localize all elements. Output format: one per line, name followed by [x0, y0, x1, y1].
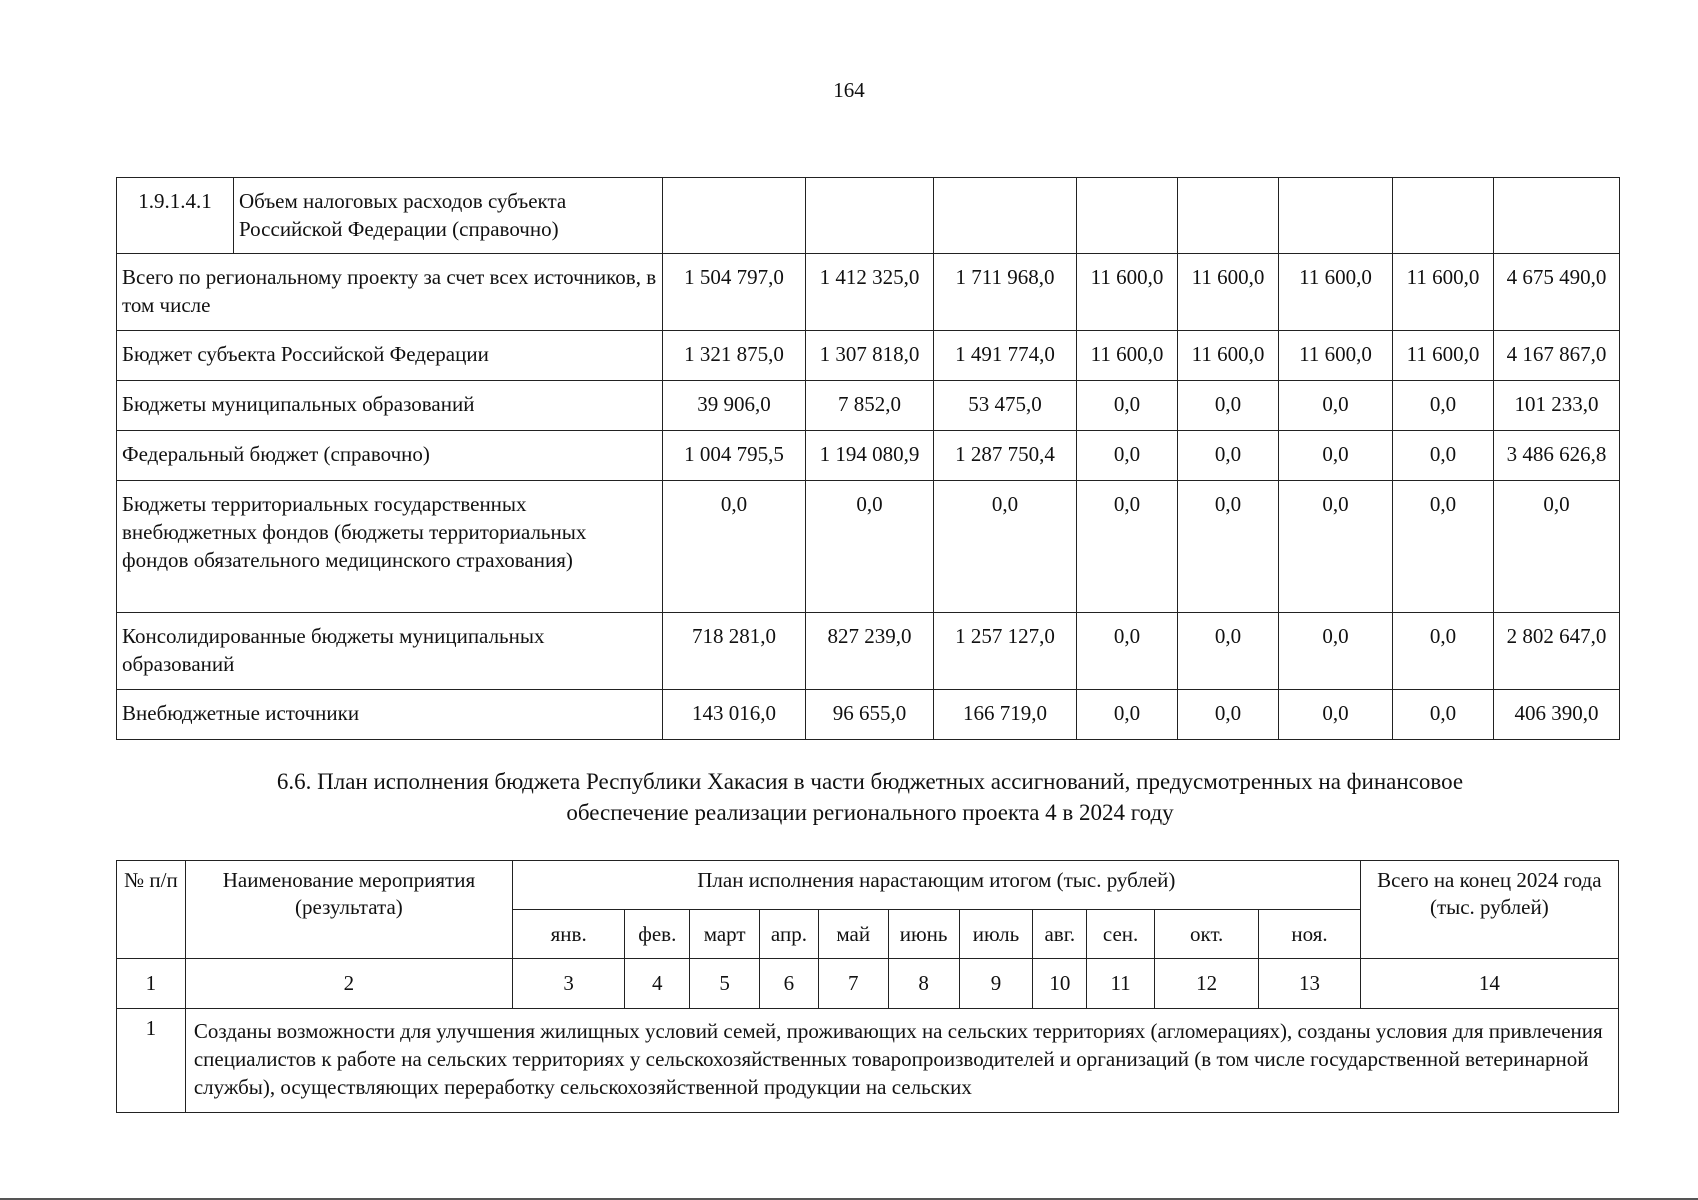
row-value: 0,0 — [1279, 613, 1393, 690]
row-value: 718 281,0 — [663, 613, 806, 690]
row-value: 0,0 — [1077, 381, 1178, 431]
month-header: июнь — [888, 910, 959, 959]
row-label: Федеральный бюджет (справочно) — [117, 431, 663, 481]
header-name: Наименование мероприятия (результата) — [185, 861, 512, 959]
row-value: 39 906,0 — [663, 381, 806, 431]
row-value: 1 412 325,0 — [806, 254, 934, 331]
plan-colnum-row — [117, 959, 1619, 1009]
page-number: 164 — [833, 78, 865, 102]
row-value: 1 307 818,0 — [806, 331, 934, 381]
row-value: 143 016,0 — [663, 690, 806, 740]
section-title-line-1: 6.6. План исполнения бюджета Республики Хакасия в части бюджетных ассигнований, предусмотренных на финансовое — [276, 769, 1464, 794]
month-header: май — [818, 910, 888, 959]
row-value: 1 504 797,0 — [663, 254, 806, 331]
row-value: 1 711 968,0 — [934, 254, 1077, 331]
row-value: 11 600,0 — [1279, 331, 1393, 381]
plan-row-text: Созданы возможности для улучшения жилищных условий семей, проживающих на сельских территориях (агломерациях), созданы условия для привлечения специалистов к работе на сельских территориях у сельскохозяйственных товаропроизводителей и организаций (в том числе государственной ветеринарной службы), осуществляющих переработку сельскохозяйственной продукции на сельских — [185, 1009, 1618, 1113]
plan-table — [116, 860, 1619, 1113]
row-value: 0,0 — [1393, 481, 1494, 613]
row-value: 11 600,0 — [1077, 331, 1178, 381]
row-value: 4 167 867,0 — [1494, 331, 1620, 381]
row-value: 0,0 — [1077, 431, 1178, 481]
month-header: апр. — [760, 910, 819, 959]
budget-row — [117, 481, 1620, 613]
month-header: янв. — [512, 910, 624, 959]
row-value: 1 257 127,0 — [934, 613, 1077, 690]
row-value: 2 802 647,0 — [1494, 613, 1620, 690]
section-title — [160, 766, 1580, 828]
row-value: 0,0 — [1279, 481, 1393, 613]
plan-row — [117, 1009, 1619, 1113]
section-title-line-2: обеспечение реализации регионального проекта 4 в 2024 году — [566, 800, 1174, 825]
header-num: № п/п — [117, 861, 186, 959]
row-label: Бюджеты муниципальных образований — [117, 381, 663, 431]
row-label: Консолидированные бюджеты муниципальных образований — [117, 613, 663, 690]
subrow-label: Объем налоговых расходов субъекта Российской Федерации (справочно) — [234, 178, 663, 254]
row-value: 0,0 — [1279, 690, 1393, 740]
month-header: март — [690, 910, 760, 959]
row-value: 0,0 — [1178, 381, 1279, 431]
month-header: ноя. — [1259, 910, 1360, 959]
row-value: 53 475,0 — [934, 381, 1077, 431]
row-value: 7 852,0 — [806, 381, 934, 431]
col-number: 4 — [625, 959, 690, 1009]
row-value: 11 600,0 — [1077, 254, 1178, 331]
row-value: 0,0 — [806, 481, 934, 613]
row-value: 1 491 774,0 — [934, 331, 1077, 381]
plan-header-row — [117, 861, 1619, 910]
col-number: 14 — [1360, 959, 1618, 1009]
col-number: 6 — [760, 959, 819, 1009]
row-value: 0,0 — [934, 481, 1077, 613]
row-value: 0,0 — [1077, 690, 1178, 740]
row-value: 11 600,0 — [1393, 331, 1494, 381]
row-value: 0,0 — [1077, 613, 1178, 690]
month-header: фев. — [625, 910, 690, 959]
subrow-code: 1.9.1.4.1 — [117, 178, 234, 254]
row-label: Бюджет субъекта Российской Федерации — [117, 331, 663, 381]
row-label: Всего по региональному проекту за счет всех источников, в том числе — [117, 254, 663, 331]
budget-row — [117, 690, 1620, 740]
header-plan: План исполнения нарастающим итогом (тыс. рублей) — [512, 861, 1360, 910]
row-label: Внебюджетные источники — [117, 690, 663, 740]
row-value: 0,0 — [1178, 431, 1279, 481]
row-value: 0,0 — [1077, 481, 1178, 613]
col-number: 5 — [690, 959, 760, 1009]
row-value: 11 600,0 — [1178, 331, 1279, 381]
row-value: 101 233,0 — [1494, 381, 1620, 431]
row-value: 11 600,0 — [1393, 254, 1494, 331]
row-value: 0,0 — [1279, 431, 1393, 481]
col-number: 7 — [818, 959, 888, 1009]
row-value: 0,0 — [1279, 381, 1393, 431]
row-value: 0,0 — [1393, 690, 1494, 740]
row-value: 1 004 795,5 — [663, 431, 806, 481]
row-value: 0,0 — [1178, 613, 1279, 690]
col-number: 11 — [1087, 959, 1155, 1009]
budget-row — [117, 331, 1620, 381]
row-value: 0,0 — [1393, 431, 1494, 481]
col-number: 8 — [888, 959, 959, 1009]
row-label: Бюджеты территориальных государственных внебюджетных фондов (бюджеты территориальных фондов обязательного медицинского страхования) — [117, 481, 663, 613]
budget-table — [116, 177, 1620, 740]
month-header: авг. — [1033, 910, 1087, 959]
row-value: 166 719,0 — [934, 690, 1077, 740]
row-value: 0,0 — [663, 481, 806, 613]
row-value: 827 239,0 — [806, 613, 934, 690]
row-value: 11 600,0 — [1279, 254, 1393, 331]
month-header: окт. — [1155, 910, 1259, 959]
budget-row — [117, 613, 1620, 690]
col-number: 12 — [1155, 959, 1259, 1009]
row-value: 406 390,0 — [1494, 690, 1620, 740]
row-value: 11 600,0 — [1178, 254, 1279, 331]
row-value: 0,0 — [1393, 381, 1494, 431]
row-value: 1 287 750,4 — [934, 431, 1077, 481]
row-value: 4 675 490,0 — [1494, 254, 1620, 331]
budget-row — [117, 431, 1620, 481]
row-value: 1 321 875,0 — [663, 331, 806, 381]
month-header: сен. — [1087, 910, 1155, 959]
row-value: 0,0 — [1178, 690, 1279, 740]
row-value: 0,0 — [1494, 481, 1620, 613]
budget-row — [117, 254, 1620, 331]
col-number: 10 — [1033, 959, 1087, 1009]
col-number: 1 — [117, 959, 186, 1009]
row-value: 1 194 080,9 — [806, 431, 934, 481]
month-header: июль — [959, 910, 1033, 959]
col-number: 9 — [959, 959, 1033, 1009]
budget-subrow — [117, 178, 1620, 254]
col-number: 13 — [1259, 959, 1360, 1009]
row-value: 96 655,0 — [806, 690, 934, 740]
col-number: 2 — [185, 959, 512, 1009]
budget-row — [117, 381, 1620, 431]
header-total: Всего на конец 2024 года (тыс. рублей) — [1360, 861, 1618, 959]
plan-row-num: 1 — [117, 1009, 186, 1113]
row-value: 3 486 626,8 — [1494, 431, 1620, 481]
row-value: 0,0 — [1178, 481, 1279, 613]
col-number: 3 — [512, 959, 624, 1009]
row-value: 0,0 — [1393, 613, 1494, 690]
